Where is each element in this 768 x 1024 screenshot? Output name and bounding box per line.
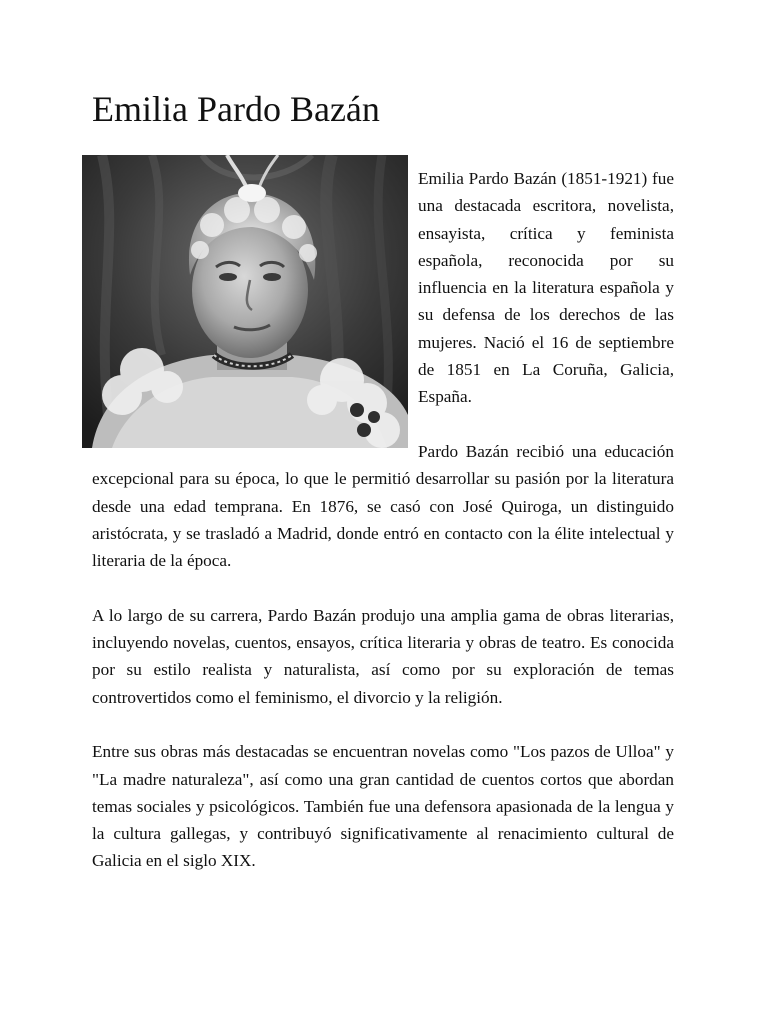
- page-title: Emilia Pardo Bazán: [92, 89, 380, 129]
- paragraph-education: Pardo Bazán recibió una educación excepcional para su época, lo que le permitió desarrollar su pasión por la literatura desde una edad temprana. En 1876, se casó con José Quiroga, un distinguido aristócrata, y se trasladó a Madrid, donde entró en contacto con la élite intelectual y literaria de la época.: [92, 441, 674, 571]
- portrait-photo-illustration: [82, 155, 408, 448]
- paragraph-career: A lo largo de su carrera, Pardo Bazán produjo una amplia gama de obras literarias, incluyendo novelas, cuentos, ensayos, crítica literaria y obras de teatro. Es conocida por su estilo realista y naturalista, así como por su exploración de temas controvertidos como el feminismo, el divorcio y la religión.: [92, 605, 674, 707]
- portrait-image: [82, 155, 408, 448]
- paragraph-intro: Emilia Pardo Bazán (1851-1921) fue una destacada escritora, novelista, ensayista, crítica y feminista española, reconocida por su influencia en la literatura española y su defensa de los derechos de las mujeres. Nació el 16 de septiembre de 1851 en La Coruña, Galicia, España.: [418, 169, 674, 407]
- paragraph-works: Entre sus obras más destacadas se encuentran novelas como "Los pazos de Ulloa" y "La madre naturaleza", así como una gran cantidad de cuentos cortos que abordan temas sociales y psicológicos. También fue una defensora apasionada de la lengua y la cultura gallegas, y contribuyó significativamente al renacimiento cultural de Galicia en el siglo XIX.: [92, 742, 674, 871]
- document-body: [92, 165, 674, 875]
